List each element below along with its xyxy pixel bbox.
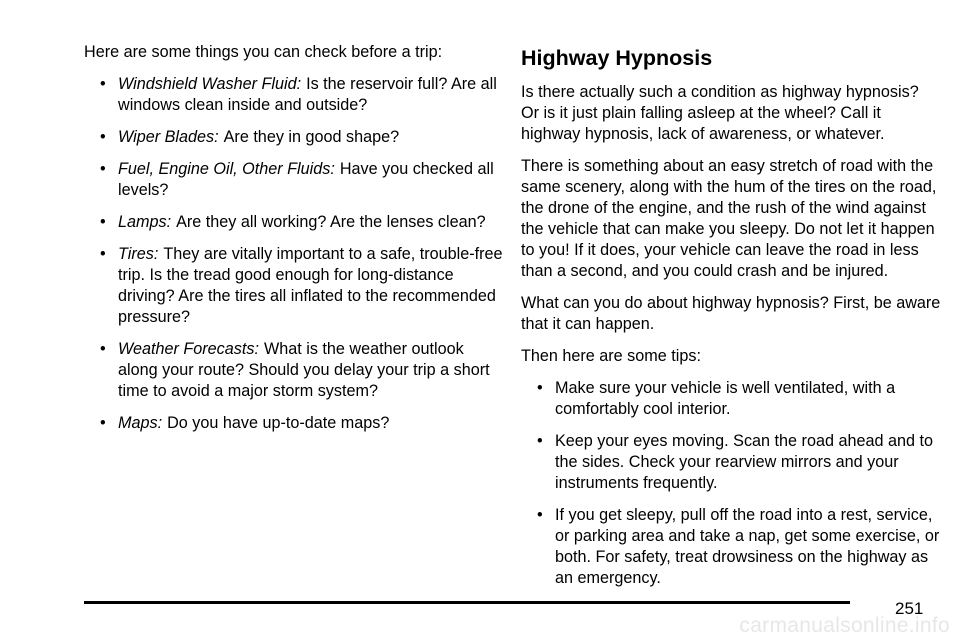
checklist-item [84, 339, 504, 402]
checklist-item-text: Do you have up-to-date maps? [167, 414, 390, 432]
tip-item: • If you get sleepy, pull off the road into a rest, service, or parking area and take a nap, get some exercise, or both. For safety, treat drowsiness on the highway as an emergency. [521, 505, 941, 589]
checklist-item-term: Tires: [118, 245, 159, 263]
body-paragraph: Is there actually such a condition as highway hypnosis? Or is it just plain falling asleep at the wheel? Call it highway hypnosis, lack of awareness, or whatever. [521, 83, 919, 143]
checklist-item [84, 244, 504, 328]
body-paragraph: There is something about an easy stretch of road with the same scenery, along with the hum of the tires on the road, the drone of the engine, and the rush of the wind against the vehicle that can make you sleepy. Do not let it happen to you! If it does, your vehicle can leave the road in less than a second, and you could crash and be injured. [521, 157, 937, 280]
checklist-item-text: They are vitally important to a safe, trouble-free trip. Is the tread good enough for long-distance driving? Are the tires all inflated to the recommended pressure? [118, 245, 503, 326]
checklist-item [84, 212, 504, 233]
checklist [84, 74, 504, 434]
checklist-item-text: Are they in good shape? [223, 128, 400, 146]
tips-list [521, 378, 941, 589]
checklist-item-term: Fuel, Engine Oil, Other Fluids: [118, 160, 335, 178]
checklist-item-term: Wiper Blades: [118, 128, 219, 146]
checklist-item-text: What is the weather outlook along your route? Should you delay your trip a short time to avoid a major storm system? [118, 340, 490, 400]
checklist-item-text: Are they all working? Are the lenses clean? [176, 213, 486, 231]
footer-rule [84, 601, 850, 604]
watermark: carmanualsonline.info [739, 614, 950, 637]
checklist-item-term: Maps: [118, 414, 163, 432]
section-heading: Highway Hypnosis [521, 46, 713, 70]
right-column [521, 42, 941, 600]
tips-intro: Then here are some tips: [521, 347, 701, 365]
checklist-item-term: Lamps: [118, 213, 172, 231]
page-number: 251 [895, 599, 924, 618]
tip-item: • Keep your eyes moving. Scan the road ahead and to the sides. Check your rearview mirrors and your instruments frequently. [521, 431, 941, 494]
checklist-item-term: Weather Forecasts: [118, 340, 259, 358]
checklist-item [84, 74, 504, 116]
checklist-item-term: Windshield Washer Fluid: [118, 75, 302, 93]
body-paragraph: What can you do about highway hypnosis? First, be aware that it can happen. [521, 294, 941, 333]
checklist-item-text: Is the reservoir full? Are all windows clean inside and outside? [118, 75, 497, 114]
tip-item: • Make sure your vehicle is well ventilated, with a comfortably cool interior. [521, 378, 941, 420]
checklist-item [84, 159, 504, 201]
checklist-item-text: Have you checked all levels? [118, 160, 494, 199]
checklist-item [84, 127, 504, 148]
checklist-intro: Here are some things you can check before a trip: [84, 43, 443, 61]
checklist-item [84, 413, 504, 434]
left-column [84, 42, 504, 445]
